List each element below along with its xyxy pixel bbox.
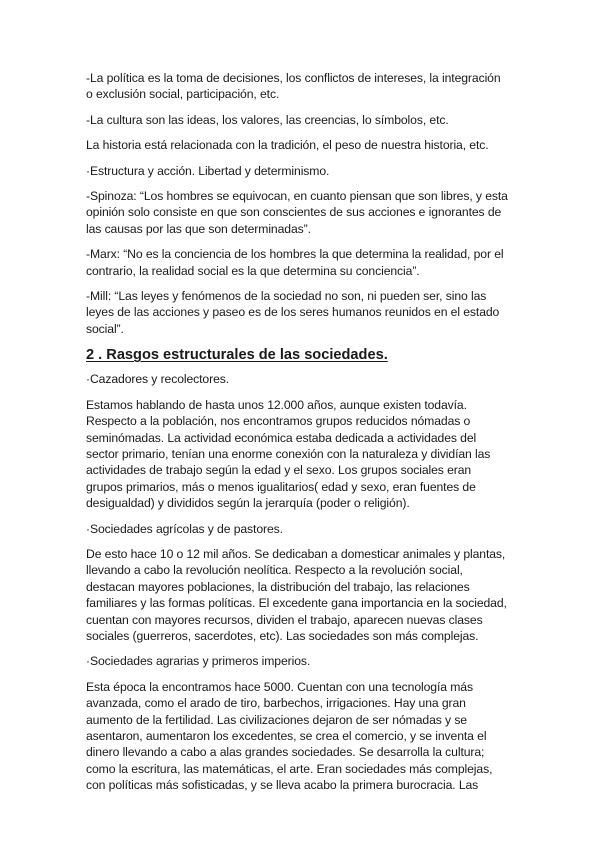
text-line: Respecto a la población, nos encontramos grupos reducidos nómadas o [86,414,471,429]
text-line: aumento de la fertilidad. Las civilizaciones dejaron de ser nómadas y se [86,712,467,727]
paragraph [86,137,526,153]
text-line: -La política es la toma de decisiones, los conflictos de intereses, la integración [86,71,501,85]
paragraph [86,679,526,794]
text-line: avanzada, como el arado de tiro, barbechos, irrigaciones. Hay una gran [86,696,466,711]
text-line: ·Sociedades agrícolas y de pastores. [86,521,283,536]
section-heading [86,346,526,365]
text-line: sector primario, tenían una enorme conexión con la naturaleza y dividían las [86,446,491,461]
text-line: desigualdad) y divididos según la jerarquía (poder o religión). [86,496,410,511]
paragraph [86,546,526,644]
text-line: -Mill: “Las leyes y fenómenos de la sociedad no son, ni pueden ser, sino las [86,289,487,304]
text-line: La historia está relacionada con la tradición, el peso de nuestra historia, etc. [86,138,489,153]
text-line: dinero llevando a cabo a alas grandes sociedades. Se desarrolla la cultura; [86,745,485,760]
paragraph [86,288,526,337]
text-line: asentaron, aumentaron los excedentes, se crea el comercio, y se inventa el [86,729,487,743]
text-line: -Marx: “No es la conciencia de los hombres la que determina la realidad, por el [86,247,504,262]
text-line: llevando a cabo la revolución neolítica. Respecto a la revolución social, [86,563,463,578]
paragraph [86,163,526,179]
text-line: -La cultura son las ideas, los valores, las creencias, lo símbolos, etc. [86,112,449,127]
text-line: Estamos hablando de hasta unos 12.000 años, aunque existen todavía. [86,397,467,412]
text-line: De esto hace 10 o 12 mil años. Se dedicaban a domesticar animales y plantas, [86,546,506,561]
text-line: familiares y las formas políticas. El excedente gana importancia en la sociedad, [86,596,507,611]
paragraph [86,653,526,669]
paragraph [86,521,526,537]
paragraph [86,246,526,279]
text-line: grupos primarios, más o menos igualitarios( edad y sexo, eran fuentes de [86,479,476,494]
text-line: seminómadas. La actividad económica estaba dedicada a actividades del [86,430,477,445]
text-line: contrario, la realidad social es la que determina su conciencia”. [86,263,420,278]
paragraph [86,112,526,128]
paragraph [86,188,526,237]
text-line: las causas por las que son determinadas”. [86,221,311,236]
text-line: ·Sociedades agrarias y primeros imperios. [86,654,311,669]
text-line: ·Estructura y acción. Libertad y determinismo. [86,163,330,178]
document-page [86,70,526,803]
text-line: -Spinoza: “Los hombres se equivocan, en cuanto piensan que son libres, y esta [86,189,508,204]
paragraph [86,397,526,512]
text-line: leyes de las acciones y paseo es de los seres humanos reunidos en el estado [86,305,500,320]
text-line: opinión solo consiste en que son conscientes de sus acciones e ignorantes de [86,205,502,220]
text-line: destacan mayores poblaciones, la distribución del trabajo, las relaciones [86,579,470,594]
paragraph [86,371,526,387]
text-line: ·Cazadores y recolectores. [86,372,230,387]
text-line: cuentan con mayores recursos, dividen el trabajo, aparecen nuevas clases [86,612,483,627]
text-line: social”. [86,321,124,336]
text-line: con políticas más sofisticadas, y se lleva acabo la primera burocracia. Las [86,778,479,793]
text-line: sociales (guerreros, sacerdotes, etc). Las sociedades son más complejas. [86,628,479,643]
text-line: o exclusión social, participación, etc. [86,87,280,102]
paragraph [86,70,526,103]
text-line: como la escritura, las matemáticas, el arte. Eran sociedades más complejas, [86,761,493,776]
text-line: actividades de trabajo según la edad y el sexo. Los grupos sociales eran [86,463,472,478]
text-line: Esta época la encontramos hace 5000. Cuentan con una tecnología más [86,679,473,694]
text-line: 2 . Rasgos estructurales de las sociedades. [86,347,388,364]
